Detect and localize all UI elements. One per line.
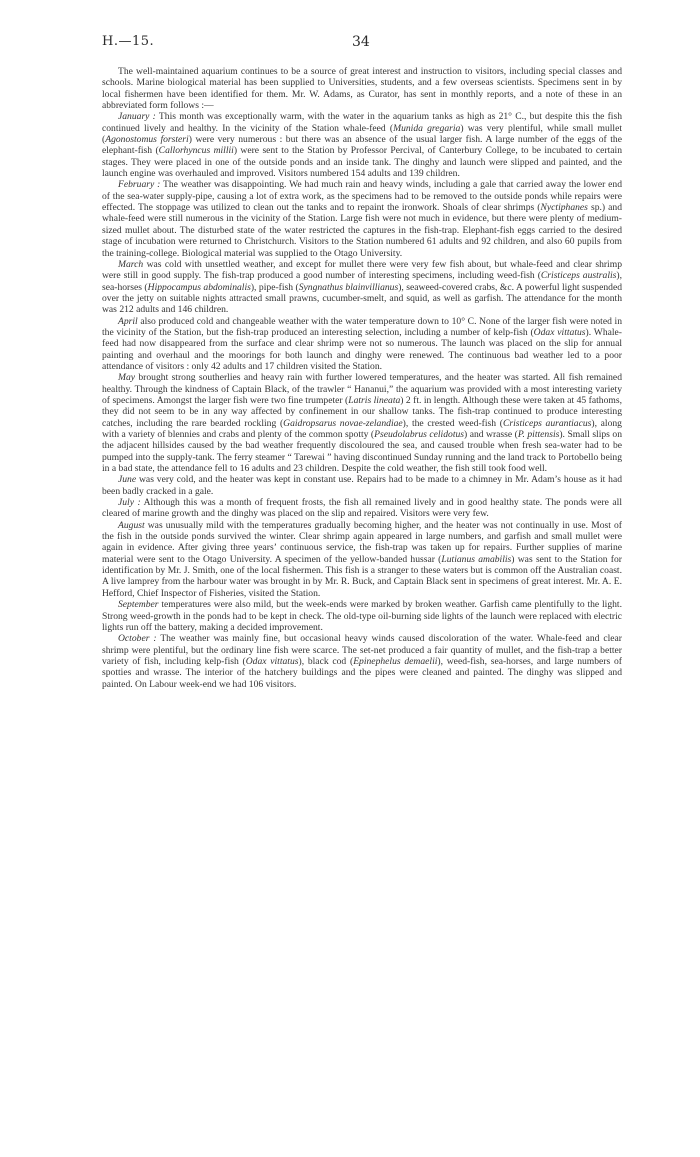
paragraph-march — [102, 259, 622, 316]
scientific-name: Nyctiphanes — [540, 202, 588, 214]
month-lead: March — [118, 258, 144, 270]
month-lead: July : — [118, 497, 141, 509]
scientific-name: Agonostomus forsteri — [105, 134, 189, 146]
intro-paragraph — [102, 66, 622, 111]
scientific-name: Callorhyncus millii — [158, 145, 234, 157]
page-reference: H.—15. — [102, 34, 155, 49]
paragraph-text: Although this was a month of frequent frosts, the fish all remained lively and in good healthy state. The ponds were all cleared of marine growth and the dinghy was placed on the slip and repaired. Visitors were very few. — [102, 497, 622, 520]
month-lead: May — [118, 372, 136, 384]
paragraph-text: was unusually mild with the temperatures gradually becoming higher, and the heater was not continually in use. Most of the fish in the outside ponds survived the winter. Clear shrimp again appeared in large numbers, and garfish and small mullet were again in evidence. After giving three years’ continuous service, the fish-trap was taken up for repairs. Further supplies of marine material were sent to the Otago University. A specimen of the yellow-banded hussar ( — [102, 519, 622, 565]
paragraph-january — [102, 111, 622, 179]
page-number: 34 — [352, 34, 370, 50]
paragraph-september — [102, 599, 622, 633]
scientific-name: Latris lineata — [348, 394, 401, 406]
scientific-name: P. pittensis — [517, 429, 560, 440]
paragraph-text: This month was exceptionally warm, with the water in the aquarium tanks as high as 21° C., but despite this the fish continued lively and healthy. In the vicinity of the Station whale-feed ( — [102, 111, 623, 134]
paragraph-text: ), pipe-fish ( — [250, 281, 299, 293]
page-header — [102, 34, 622, 54]
paragraph-text: ) 2 ft. in length. Although these were taken at 45 fathoms, they did not seem to be in any way affected by confinement in our shallow tanks. The fish-trap continued to produce interesting catches, including the rare bearded rockling ( — [102, 394, 622, 429]
scientific-name: Hippocampus abdominalis — [147, 281, 251, 293]
paragraph-text: The weather was mainly fine, but occasional heavy winds caused discoloration of the water. Whale-feed and clear shrimp were plentiful, but the ordinary line fish were scarce. The set-net produced a fair quantity of mullet, and the fish-trap a better variety of fish, including kelp-fish ( — [102, 633, 622, 667]
paragraph-text: ), black cod ( — [298, 655, 354, 667]
scientific-name: Odax vittatus — [245, 655, 299, 667]
paragraph-june — [102, 474, 622, 497]
paragraph-text: was very cold, and the heater was kept in constant use. Repairs had to be made to a chimney in Mr. Adam’s house as it had been badly cracked in a gale. — [102, 474, 622, 497]
paragraph-text: ) was sent to the Station for identification by Mr. J. Smith, one of the local fishermen. This fish is a stranger to these waters but is common off the Australian coast. A live lamprey from the harbour water was brought in by Mr. R. Buck, and Captain Black sent in specimens of great interest. Mr. A. E. Hefford, Chief Inspector of Fisheries, visited the Station. — [102, 553, 622, 599]
scientific-name: Gaidropsarus novae-zelandiae — [283, 417, 403, 429]
scientific-name: Syngnathus blainvillianus — [298, 281, 399, 293]
paragraph-text: sp.) and whale-feed were still numerous in the vicinity of the Station. Large fish were not much in evidence, but there were plenty of medium-sized mullet about. The disturbed state of the water restricted the captures in the fish-trap. Elephant-fish eggs carried to the desired stage of incubation were returned to Christchurch. Visitors to the Station numbered 61 adults and 92 children, and also 60 pupils from the training-college. Biological material was supplied to the Otago University. — [102, 202, 622, 259]
paragraph-text: ). Whale-feed had now disappeared from the surface and clear shrimp were not so numerous. The launch was placed on the slip for annual painting and overhaul and the moorings for both launch and dinghy were renewed. The continuous bad weather led to a poor attendance of visitors : only 42 adults and 17 children visited the Station. — [102, 326, 623, 372]
paragraph-text: ), weed-fish, sea-horses, and large numbers of spotties and wrasse. The interior of the hatchery buildings and the pipes were cleaned and painted. The dinghy was slipped and painted. On Labour week-end we had 106 visitors. — [102, 655, 622, 690]
paragraph-text: temperatures were also mild, but the week-ends were marked by broken weather. Garfish came plentifully to the light. Strong weed-growth in the ponds had to be kept in check. The old-type oil-burning side lights of the launch were replaced with electric lights run off the battery, making a decided improvement. — [102, 599, 622, 633]
paragraph-july — [102, 497, 622, 520]
paragraph-text: The well-maintained aquarium continues to be a source of great interest and instruction to visitors, including special classes and schools. Marine biological material has been supplied to Universities, students, and a few overseas scientists. Specimens sent in by local fishermen have been identified for them. Mr. W. Adams, as Curator, has sent in monthly reports, and a note of these in an abbreviated form follows :— — [102, 66, 622, 112]
scientific-name: Lutianus amabilis — [441, 553, 512, 565]
report-body — [102, 66, 622, 690]
paragraph-april — [102, 316, 622, 373]
paragraph-text: brought strong southerlies and heavy rain with further lowered temperatures, and the heater was started. All fish remained healthy. Through the kindness of Captain Black, of the trawler “ Hananui,” the aquarium was provided with a most interesting variety of specimens. Amongst the larger fish were two fine trumpeter ( — [102, 372, 622, 406]
paragraph-text: ), seaweed-covered crabs, &c. A powerful light suspended over the jetty on suitable nights attracted small prawns, cucumber-smelt, and squid, as well as garfish. The attendance for the month was 212 adults and 146 children. — [102, 281, 622, 316]
paragraph-august — [102, 520, 622, 599]
scientific-name: Cristiceps aurantiacus — [502, 417, 592, 429]
month-lead: August — [118, 519, 145, 531]
scientific-name: Pseudolabrus celidotus — [374, 429, 465, 440]
scientific-name: Odax vittatus — [533, 326, 586, 338]
month-lead: October : — [118, 633, 157, 645]
paragraph-may — [102, 372, 622, 474]
paragraph-text: ) and wrasse ( — [464, 429, 518, 440]
scientific-name: Munida gregaria — [393, 122, 461, 134]
paragraph-text: ) were sent to the Station by Professor Percival, of Canterbury College, to be incubated to certain stages. They were placed in one of the outside ponds and an inside tank. The dinghy and launch were slipped and painted, and the launch engine was overhauled and improved. Visitors numbered 154 adults and 139 children. — [102, 145, 623, 180]
paragraph-text: ), sea-horses ( — [102, 270, 622, 293]
month-lead: April — [118, 315, 138, 327]
month-lead: September — [118, 599, 159, 611]
scientific-name: Cristiceps australis — [540, 270, 617, 282]
paragraph-text: also produced cold and changeable weather with the water temperature down to 10° C. None of the larger fish were noted in the vicinity of the Station, but the fish-trap produced an interesting selection, including a number of kelp-fish ( — [102, 315, 622, 338]
paragraph-text: ) was very plentiful, while small mullet ( — [102, 122, 622, 146]
paragraph-text: The weather was disappointing. We had much rain and heavy winds, including a gale that carried away the lower end of the sea-water supply-pipe, causing a lot of extra work, as the specimens had to be removed to the outside ponds while repairs were effected. The stoppage was utilized to clean out the tanks and to repaint the ironwork. Shoals of clear shrimps ( — [102, 179, 623, 214]
paragraph-october — [102, 633, 622, 690]
paragraph-text: ). Small slips on the adjacent hillsides caused by the bad weather frequently discoloured the sea, and caused trouble when fresh sea-water had to be pumped into the supply-tank. The ferry steamer “ Tarewai ” having discontinued Sunday running and the land track to Portobello being in a bad state, the attendance fell to 16 adults and 23 children. Despite the cold weather, the fish still took food well. — [102, 429, 622, 475]
month-lead: January : — [118, 111, 156, 123]
paragraph-text: was cold with unsettled weather, and except for mullet there were very few fish about, but whale-feed and clear shrimp were still in good supply. The fish-trap produced a good number of interesting specimens, including weed-fish ( — [102, 258, 622, 282]
month-lead: February : — [118, 179, 161, 191]
paragraph-february — [102, 179, 622, 258]
month-lead: June — [118, 474, 137, 486]
paragraph-text: ) were very numerous : but there was an absence of the usual larger fish. A large number of the eggs of the elephant-fish ( — [102, 134, 622, 157]
paragraph-text: ), along with a variety of blennies and crabs and plenty of the common spotty ( — [102, 417, 622, 440]
scientific-name: Epinephelus demaelii — [353, 655, 438, 667]
paragraph-text: ), the crested weed-fish ( — [402, 417, 503, 429]
